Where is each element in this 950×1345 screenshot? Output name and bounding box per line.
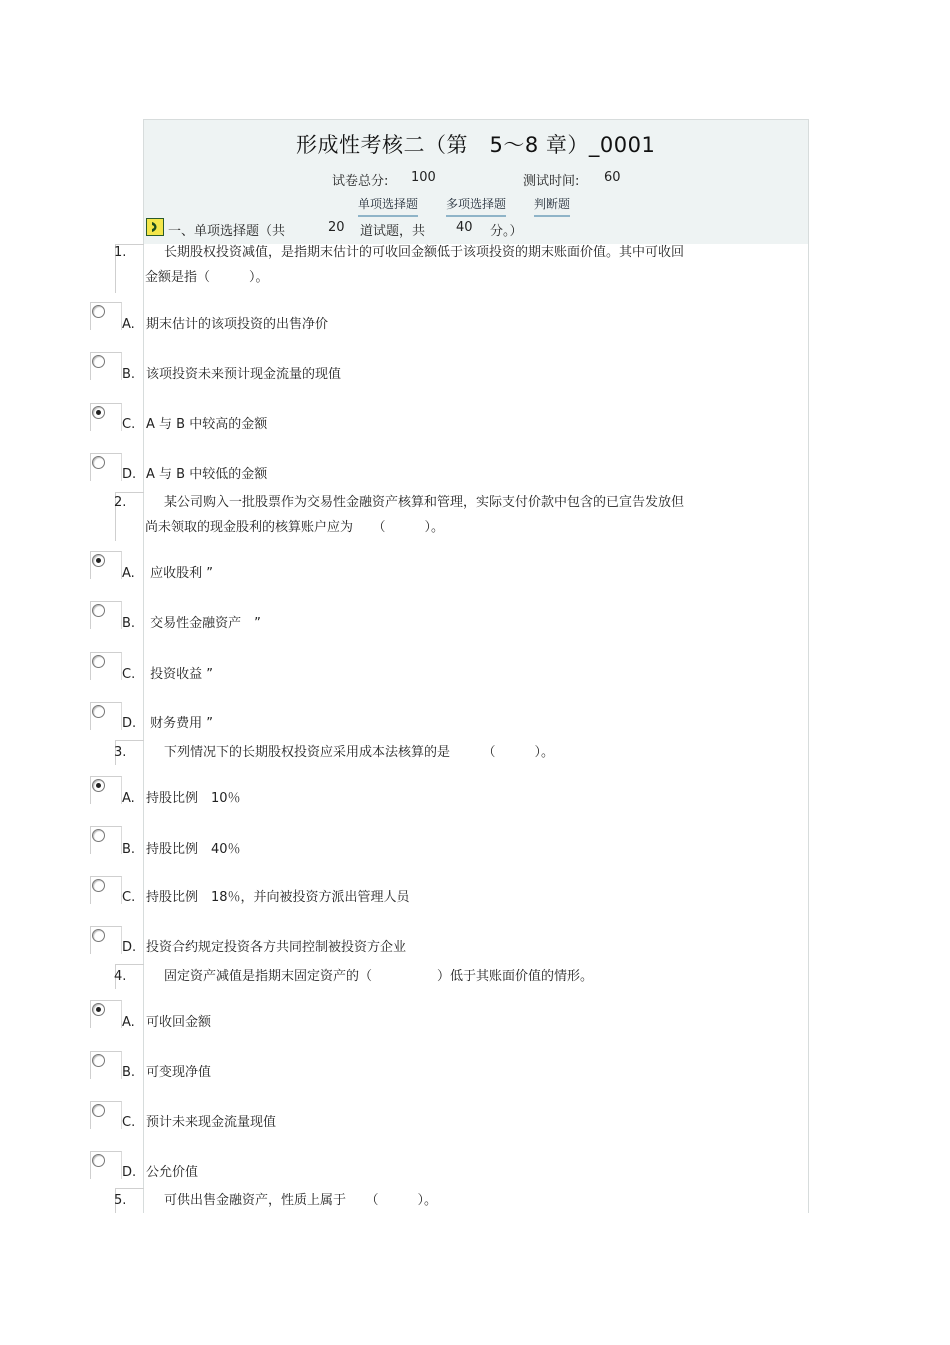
option-2d[interactable]: D. 财务费用 ” [122, 716, 213, 731]
question-number: 1. [114, 245, 127, 260]
question-text: 长期股权投资减值，是指期末估计的可收回金额低于该项投资的期末账面价值。其中可收回 [164, 245, 685, 260]
option-1d[interactable]: D. A 与 B 中较低的金额 [122, 467, 268, 482]
option-2c[interactable]: C. 投资收益 ” [122, 667, 213, 682]
option-4d[interactable]: D. 公允价值 [122, 1165, 199, 1180]
option-radio-4d[interactable] [92, 1154, 105, 1167]
question-text-line2: 尚未领取的现金股利的核算账户应为 （ ）。 [145, 520, 445, 535]
section-arrow-icon [146, 218, 164, 236]
section-points: 40 [456, 220, 473, 235]
option-4b[interactable]: B. 可变现净值 [122, 1065, 212, 1080]
option-2b[interactable]: B. 交易性金融资产 ” [122, 616, 261, 631]
question-text: 固定资产减值是指期末固定资产的（ ）低于其账面价值的情形。 [164, 969, 594, 984]
section-count: 20 [328, 220, 345, 235]
option-1b[interactable]: B. 该项投资未来预计现金流量的现值 [122, 367, 342, 382]
option-radio-2c[interactable] [92, 655, 105, 668]
tab-true-false[interactable]: 判断题 [534, 195, 570, 217]
option-radio-1c[interactable] [92, 406, 105, 419]
option-radio-4a[interactable] [92, 1003, 105, 1016]
option-radio-3a[interactable] [92, 779, 105, 792]
option-1c[interactable]: C. A 与 B 中较高的金额 [122, 417, 268, 432]
option-radio-1b[interactable] [92, 355, 105, 368]
question-text: 某公司购入一批股票作为交易性金融资产核算和管理，实际支付价款中包含的已宣告发放但 [164, 495, 685, 510]
section-prefix: 一、单项选择题（共 [168, 224, 286, 239]
total-score-value: 100 [411, 170, 436, 185]
test-time-value: 60 [604, 170, 621, 185]
question-text: 可供出售金融资产，性质上属于 （ ）。 [164, 1193, 438, 1208]
question-number: 2. [114, 495, 127, 510]
section-suffix: 分。） [490, 224, 523, 239]
option-radio-3d[interactable] [92, 929, 105, 942]
option-1a[interactable]: A. 期末估计的该项投资的出售净价 [122, 317, 329, 332]
exam-title: 形成性考核二（第 5～8 章）_0001 [296, 133, 656, 157]
option-2a[interactable]: A. 应收股利 ” [122, 566, 213, 581]
option-radio-2d[interactable] [92, 705, 105, 718]
total-score-label: 试卷总分: [332, 174, 389, 189]
option-radio-4b[interactable] [92, 1054, 105, 1067]
option-radio-3c[interactable] [92, 879, 105, 892]
option-3a[interactable]: A. 持股比例 10％ [122, 791, 241, 806]
option-radio-1a[interactable] [92, 305, 105, 318]
question-number: 3. [114, 745, 127, 760]
question-text-line2: 金额是指（ ）。 [145, 270, 269, 285]
option-3b[interactable]: B. 持股比例 40％ [122, 842, 241, 857]
option-3c[interactable]: C. 持股比例 18％，并向被投资方派出管理人员 [122, 890, 410, 905]
option-4c[interactable]: C. 预计未来现金流量现值 [122, 1115, 277, 1130]
test-time-label: 测试时间: [523, 174, 580, 189]
question-number: 4. [114, 969, 127, 984]
option-radio-3b[interactable] [92, 829, 105, 842]
option-radio-1d[interactable] [92, 456, 105, 469]
question-number: 5. [114, 1193, 127, 1208]
question-text: 下列情况下的长期股权投资应采用成本法核算的是 （ ）。 [164, 745, 555, 760]
option-radio-4c[interactable] [92, 1104, 105, 1117]
option-radio-2a[interactable] [92, 554, 105, 567]
tab-multiple-choice[interactable]: 多项选择题 [446, 195, 506, 217]
option-radio-2b[interactable] [92, 604, 105, 617]
option-3d[interactable]: D. 投资合约规定投资各方共同控制被投资方企业 [122, 940, 407, 955]
option-4a[interactable]: A. 可收回金额 [122, 1015, 212, 1030]
tab-single-choice[interactable]: 单项选择题 [358, 195, 418, 217]
section-mid: 道试题，共 [360, 224, 426, 239]
